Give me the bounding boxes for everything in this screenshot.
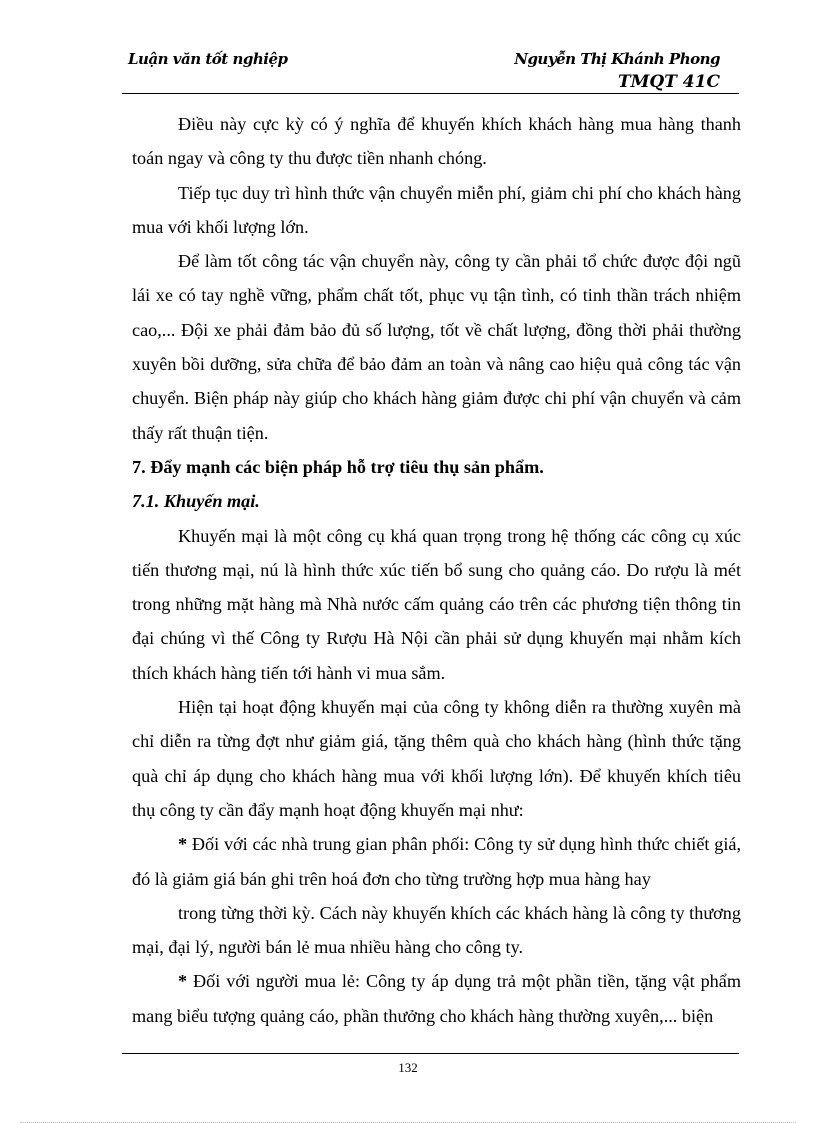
header-author-name: Nguyễn Thị Khánh Phong [514, 50, 720, 68]
paragraph-promotion-intro: Khuyến mại là một công cụ khá quan trọng trong hệ thống các công cụ xúc tiến thương mại, nú là hình thức xúc tiến bổ sung cho quảng cáo. Do rượu là mét trong những mặt hàng mà Nhà nước cấm quảng cáo trên các phương tiện thông tin đại chúng vì thế Công ty Rượu Hà Nội cần phải sử dụng khuyến mại nhằm kích thích khách hàng tiến tới hành vi mua sắm. [132, 525, 741, 683]
header-author-block [514, 48, 720, 94]
paragraph-free-shipping: Tiếp tục duy trì hình thức vận chuyển miễn phí, giảm chi phí cho khách hàng mua với khối lượng lớn. [132, 182, 741, 237]
page-body [132, 107, 741, 1033]
header-class: TMQT 41C [617, 72, 720, 92]
paragraph-payment: Điều này cực kỳ có ý nghĩa để khuyến khích khách hàng mua hàng thanh toán ngay và công ty thu được tiền nhanh chóng. [132, 114, 741, 169]
bullet-retail-buyers [132, 964, 741, 1033]
bullet-distributors-continued: trong từng thời kỳ. Cách này khuyến khích các khách hàng là công ty thương mại, đại lý, người bán lẻ mua nhiều hàng cho công ty. [132, 902, 741, 958]
page-number: 132 [398, 1060, 418, 1075]
paragraph-current-promotion: Hiện tại hoạt động khuyến mại của công ty không diễn ra thường xuyên mà chỉ diễn ra từng đợt như giảm giá, tặng thêm quà cho khách hàng (hình thức tặng quà chỉ áp dụng cho khách hàng mua với khối lượng lớn). Để khuyến khích tiêu thụ công ty cần đẩy mạnh hoạt động khuyến mại như: [132, 697, 741, 820]
bullet-distributors [132, 827, 741, 896]
bullet-retail-buyers-text: Đối với người mua lẻ: Công ty áp dụng trả một phần tiền, tặng vật phẩm mang biểu tượng quảng cáo, phần thưởng cho khách hàng thường xuyên,... biện [132, 971, 741, 1026]
header-thesis-label: Luận văn tốt nghiệp [128, 50, 288, 68]
paragraph-transport-team: Để làm tốt công tác vận chuyển này, công ty cần phải tổ chức được đội ngũ lái xe có tay nghề vững, phẩm chất tốt, phục vụ tận tình, có tinh thần trách nhiệm cao,... Đội xe phải đảm bảo đủ số lượng, tốt về chất lượng, đồng thời phải thường xuyên bồi dưỡng, sửa chữa để bảo đảm an toàn và nâng cao hiệu quả công tác vận chuyển. Biện pháp này giúp cho khách hàng giảm được chi phí vận chuyển và cảm thấy rất thuận tiện. [132, 251, 741, 443]
bullet-distributors-text: Đối với các nhà trung gian phân phối: Công ty sử dụng hình thức chiết giá, đó là giảm giá bán ghi trên hoá đơn cho từng trường hợp mua hàng hay [132, 834, 741, 889]
header-divider [122, 93, 739, 94]
section-heading-7: 7. Đẩy mạnh các biện pháp hỗ trợ tiêu thụ sản phẩm. [132, 456, 544, 477]
bullet-marker: * [178, 834, 188, 855]
section-heading-7-1: 7.1. Khuyến mại. [132, 491, 260, 512]
footer-divider [122, 1053, 739, 1054]
bullet-marker: * [178, 971, 188, 992]
